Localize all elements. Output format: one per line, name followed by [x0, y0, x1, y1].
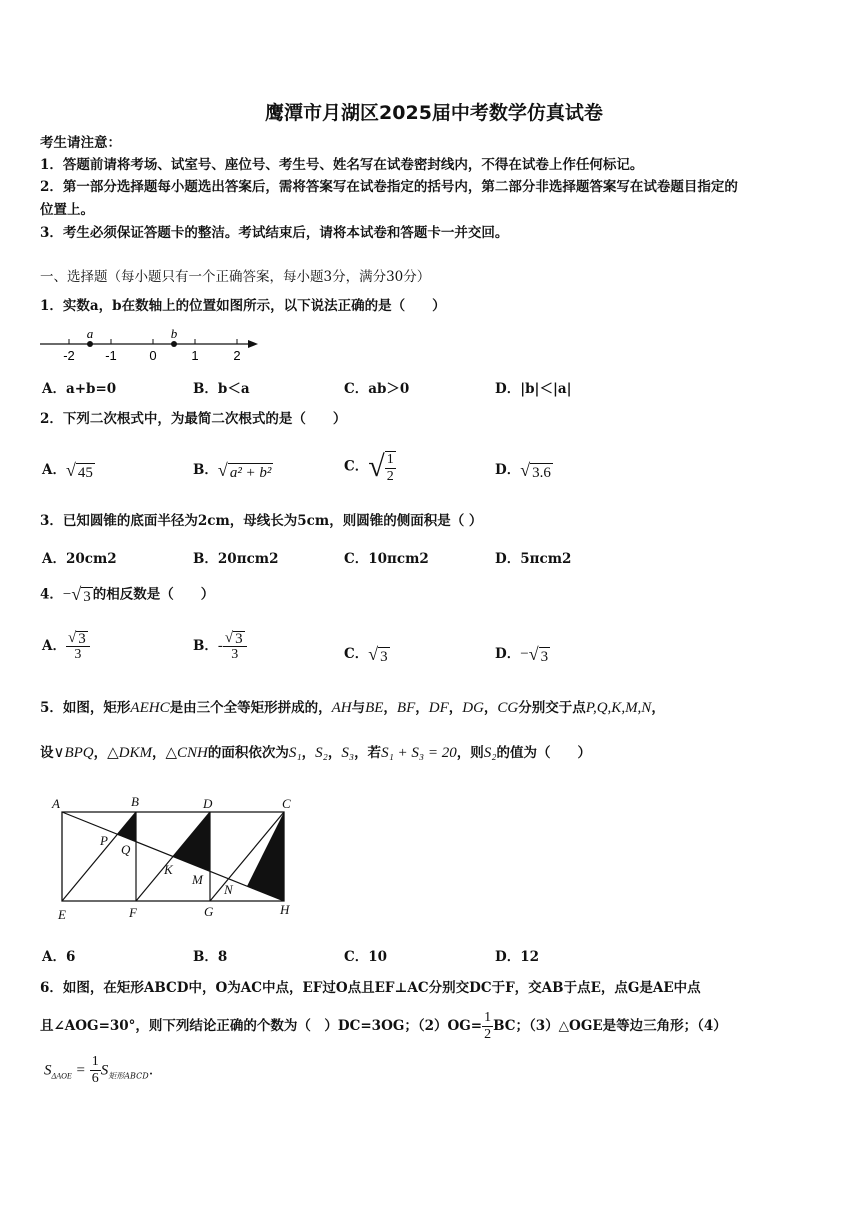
stem-text: ，若 [354, 745, 382, 761]
option-d [495, 458, 553, 482]
math-symbol: DF [428, 700, 449, 716]
vertex-label-e: E [58, 907, 66, 922]
point-a-label: a [86, 326, 94, 341]
notice-item: 1．答题前请将考场、试室号、座位号、考生号、姓名写在试卷密封线内，不得在试卷上作任何标记。 [40, 157, 644, 173]
point-label-n: N [224, 882, 233, 897]
math-symbol: AH [331, 700, 352, 716]
sqrt-expression: √ 45 [65, 459, 93, 481]
question-5-line-2: 设∨BPQ，△DKM，△CNH的面积依次为S₁，S₂，S₃，若S₁ + S₃ = 20，则S₂的值为（ ） [40, 745, 591, 761]
radicand: 3 [78, 631, 86, 647]
point-b-marker [171, 341, 177, 347]
minus-sign: − [520, 646, 529, 662]
stem-text: 分别交于点 [518, 700, 586, 716]
period: . [148, 1060, 154, 1079]
option-a [42, 458, 95, 482]
radicand: 3 [235, 631, 243, 647]
vertex-label-g: G [204, 904, 214, 919]
vertex-label-d: D [203, 796, 213, 811]
question-6-line-1: 6．如图，在矩形ABCD中，O为AC中点，EF过O点且EF⊥AC分别交DC于F，交AB于点E，点G是AE中点 [40, 980, 701, 996]
vertex-label-f: F [129, 905, 137, 920]
sqrt-expression: √ 3 [71, 584, 91, 605]
stem-text: 且∠AOG=30°，则下列结论正确的个数为（ ）DC=3OG；（2）OG= [40, 1018, 483, 1034]
question-4-stem [40, 584, 214, 606]
notice-item: 2．第一部分选择题每小题选出答案后，需将答案写在试卷指定的括号内，第二部分非选择题答案写在试卷题目指定的 [40, 179, 738, 195]
number-line-tick-label: -2 [63, 348, 75, 363]
stem-text: ，则 [456, 745, 484, 761]
question-2-stem: 2．下列二次根式中，为最简二次根式的是（ ） [40, 411, 347, 427]
radicand: 3 [380, 648, 388, 665]
math-symbol: △DKM [107, 745, 153, 761]
shaded-triangle-bpq [117, 812, 136, 842]
option-label: C． [344, 458, 369, 475]
math-symbol: S [44, 1062, 52, 1079]
option-d: D．5πcm2 [495, 551, 572, 567]
point-a-marker [87, 341, 93, 347]
sqrt-expression: √ $\frac{1}{2}$ [368, 447, 395, 487]
question-1-stem: 1．实数a，b在数轴上的位置如图所示，以下说法正确的是（ ） [40, 298, 446, 314]
sqrt-expression: √ 3.6 [520, 459, 551, 481]
stem-text: 5．如图，矩形 [40, 700, 131, 716]
math-symbol: P,Q,K,M,N [585, 700, 652, 716]
math-symbol: BE [365, 700, 384, 716]
subscript: 矩形ABCD [108, 1071, 149, 1081]
fraction-denominator: 3 [231, 647, 239, 663]
fraction: √ 3 3 [66, 630, 90, 663]
point-label-q: Q [121, 842, 131, 857]
option-d: D．12 [495, 949, 539, 965]
fraction-numerator: 1 [386, 452, 394, 467]
math-symbol: S₂ [483, 745, 497, 761]
number-line-figure [38, 322, 263, 366]
fraction-denominator: 2 [386, 469, 394, 484]
fraction [385, 451, 396, 487]
option-c [344, 642, 390, 666]
point-label-m: M [192, 872, 203, 887]
math-symbol: CG [497, 700, 519, 716]
radicand: 45 [77, 464, 93, 481]
radicand: 3 [83, 589, 91, 605]
fraction-denominator: 3 [74, 647, 82, 663]
option-label: C． [344, 646, 369, 662]
option-d [495, 642, 550, 666]
fraction [482, 1010, 493, 1043]
math-symbol: S₃ [341, 745, 355, 761]
equals-sign: = [76, 1062, 85, 1079]
math-symbol: △CNH [165, 745, 208, 761]
stem-text: 的值为（ ） [496, 745, 591, 761]
stem-text: 的面积依次为 [207, 745, 289, 761]
number-line-tick-label: 1 [191, 348, 199, 363]
question-6-line-2 [40, 1010, 727, 1043]
fraction-denominator: 2 [484, 1027, 492, 1042]
option-label: B． [193, 638, 218, 655]
question-number: 4． [40, 586, 63, 603]
math-symbol: S [100, 1062, 109, 1079]
option-b [193, 458, 273, 482]
number-line-arrow [248, 340, 258, 348]
number-line-tick-label: -1 [105, 348, 117, 363]
radicand: 3 [540, 648, 549, 665]
sqrt-expression: √ a² + b² [217, 459, 272, 481]
vertex-label-a: A [52, 796, 60, 811]
math-symbol: DG [462, 700, 484, 716]
math-symbol: BF [396, 700, 416, 716]
point-label-k: K [164, 862, 173, 877]
option-c [344, 447, 396, 487]
option-label: B． [193, 462, 218, 478]
vertex-label-b: B [131, 794, 139, 809]
stem-text: 与 [351, 700, 366, 716]
fraction [90, 1054, 101, 1087]
math-symbol: ∨BPQ [53, 745, 94, 761]
stem-text: 是由三个全等矩形拼成的， [169, 700, 332, 716]
option-label: D． [495, 462, 521, 478]
question-5-line-1: 5．如图，矩形AEHC是由三个全等矩形拼成的，AH与BE，BF，DF，DG，CG分别交于点P,Q,K,M,N， [40, 700, 665, 716]
option-label: A． [42, 462, 66, 478]
number-line-tick-label: 2 [233, 348, 241, 363]
section-heading: 一、选择题（每小题只有一个正确答案，每小题3分，满分30分） [40, 269, 431, 285]
stem-text: BC；（3）△OGE是等边三角形；（4） [493, 1018, 727, 1034]
radicand: 3.6 [532, 464, 551, 481]
option-d: D．|b|＜|a| [495, 381, 572, 397]
option-b [193, 630, 247, 663]
option-label: A． [42, 638, 66, 655]
option-b: B．b＜a [193, 381, 250, 397]
question-3-stem: 3．已知圆锥的底面半径为2cm，母线长为5cm，则圆锥的侧面积是（ ） [40, 513, 483, 529]
minus-sign: - [217, 638, 223, 655]
option-c: C．10 [344, 949, 388, 965]
fraction-denominator: 6 [91, 1071, 99, 1086]
option-b: B．20πcm2 [193, 551, 279, 567]
subscript: ΔAOE [51, 1071, 72, 1081]
notice-item: 位置上。 [40, 202, 94, 218]
exam-title: 鹰潭市月湖区2025届中考数学仿真试卷 [265, 102, 603, 124]
option-a: A．a+b=0 [42, 381, 117, 397]
fraction-numerator: 1 [484, 1010, 492, 1025]
shaded-triangle-dkm [173, 812, 210, 871]
shaded-triangle-cnh [247, 812, 284, 901]
math-symbol: S₂ [315, 745, 328, 761]
option-c: C．ab＞0 [344, 381, 410, 397]
math-symbol: S₁ + S₃ = 20 [381, 745, 457, 761]
stem-text: 设 [40, 745, 54, 761]
sqrt-expression: √ 3 [368, 643, 388, 665]
option-label: D． [495, 646, 521, 662]
area-equation [44, 1054, 153, 1087]
vertex-label-h: H [280, 902, 290, 917]
notice-item: 3．考生必须保证答题卡的整洁。考试结束后，请将本试卷和答题卡一并交回。 [40, 225, 509, 241]
rectangle-figure [44, 792, 306, 924]
option-a [42, 630, 90, 663]
point-b-label: b [170, 326, 178, 341]
math-symbol: AEHC [130, 700, 170, 716]
option-a: A．6 [42, 949, 76, 965]
radicand: a² + b² [229, 464, 272, 481]
minus-sign: − [62, 586, 72, 603]
option-b: B．8 [193, 949, 228, 965]
number-line-tick-label: 0 [149, 348, 157, 363]
stem-text: 的相反数是（ ） [92, 586, 215, 603]
option-a: A．20cm2 [42, 551, 117, 567]
option-c: C．10πcm2 [344, 551, 429, 567]
fraction-numerator: 1 [91, 1054, 99, 1069]
point-label-p: P [100, 833, 108, 848]
fraction: √ 3 3 [223, 630, 247, 663]
math-symbol: S₁ [288, 745, 302, 761]
sqrt-expression: √ 3 [528, 643, 549, 665]
notice-heading: 考生请注意： [40, 135, 121, 151]
vertex-label-c: C [282, 796, 291, 811]
